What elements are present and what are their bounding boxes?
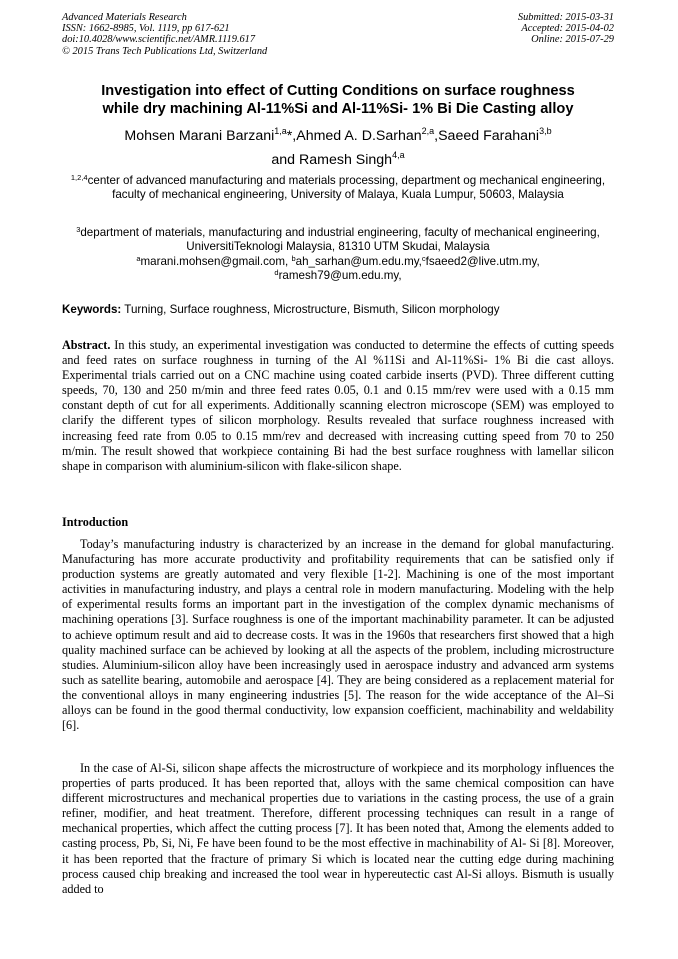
online-date: Online: 2015-07-29 — [531, 34, 614, 46]
title-line-1: Investigation into effect of Cutting Conditions on surface roughness — [101, 83, 575, 99]
affiliation-1-sup: 1,2,4 — [70, 173, 88, 182]
author-2-name: ,Ahmed A. D.Sarhan — [292, 128, 422, 144]
author-line-1 — [62, 124, 614, 148]
affiliation-1-text: center of advanced manufacturing and materials processing, department og mechanical engineering, faculty of mechanical engineering, University of Malaya, Kuala Lumpur, 50603, Malaysia — [87, 174, 606, 202]
section-heading-introduction: Introduction — [62, 515, 129, 529]
author-list — [62, 124, 614, 172]
author-3-sup: 3,b — [539, 126, 552, 136]
author-1-star: * — [286, 128, 293, 144]
email-b: ah_sarhan@um.edu.my, — [295, 254, 422, 268]
email-line-1 — [62, 255, 614, 269]
journal-issn: ISSN: 1662-8985, Vol. 1119, pp 617-621 — [62, 23, 230, 35]
email-b-sup: b — [291, 253, 296, 263]
affiliation-1 — [62, 174, 614, 203]
email-c-sup: c — [421, 253, 426, 263]
email-d: ramesh79@um.edu.my, — [278, 269, 402, 283]
introduction-paragraph-2: In the case of Al-Si, silicon shape affects the microstructure of workpiece and its morphology influences the properties of parts produced. It has been reported that, alloys with the same chemical composition can have different microstructures and mechanical properties due to variations in the casting process, the use of a grain refiner, modifier, and heat treatment. Therefore, different processing techniques can result in a range of mechanical properties, which affect the cutting process [7]. It has been noted that, Among the elements added to casting process, Pb, Si, Ni, Fe have been found to be the most effective in machinability of Al- Si [8]. Moreover, it has been reported that the fracture of primary Si which is located near the cutting edge during machining process caused chip breaking and increased the tool wear in hypereutectic cast Al-Si alloys. Bismuth is usually added to — [62, 761, 614, 896]
email-line-2 — [62, 269, 614, 283]
author-2-sup: 2,a — [421, 126, 435, 136]
author-line-2 — [62, 148, 614, 172]
email-a: marani.mohsen@gmail.com, — [140, 254, 292, 268]
keywords-label: Keywords: — [62, 303, 122, 316]
keywords-text: Turning, Surface roughness, Microstructure, Bismuth, Silicon morphology — [121, 303, 500, 316]
submitted-date: Submitted: 2015-03-31 — [517, 12, 614, 23]
author-4-sup: 4,a — [392, 150, 405, 160]
dates-header — [518, 12, 614, 46]
affiliation-2 — [62, 226, 614, 284]
affiliation-2-line — [62, 226, 614, 255]
email-c: fsaeed2@live.utm.my, — [425, 254, 540, 268]
journal-copyright: © 2015 Trans Tech Publications Ltd, Switzerland — [62, 45, 268, 57]
author-1-sup: 1,a — [274, 126, 287, 136]
author-3-name: ,Saeed Farahani — [434, 128, 540, 144]
email-a-sup: a — [136, 253, 141, 263]
abstract — [62, 338, 614, 474]
journal-doi: doi:10.4028/www.scientific.net/AMR.1119.617 — [62, 34, 256, 46]
affiliation-2-sup: 3 — [76, 225, 81, 234]
author-4-name: and Ramesh Singh — [271, 152, 393, 168]
introduction-paragraph-1: Today’s manufacturing industry is characterized by an increase in the demand for global manufacturing. Manufacturing has more accurate productivity and profitability requirements that can be satisfied only if production systems are greatly automated and very flexible [1-2]. Machining is one of the most important activities in manufacturing industry, and plays a central role in modern manufacturing. Modeling with the help of experimental results forms an important part in the investigation of the complex dynamic mechanisms of machining operations [3]. Surface roughness is one of the important machinability parameter. It can be adjusted to achieve optimum result and aid to decrease costs. It was in the 1960s that researchers first showed that a high quality machined surface can be achieved by looking at all the aspects of the problem, including microstructure studies. Aluminium-silicon alloy have been increasingly used in aerospace industry and advanced arm systems such as satellite bearing, automobile and aerospace [4]. They are being considered as a replacement material for the conventional alloys in many engineering industries [5]. The reason for the wide acceptance of the Al–Si alloys can be found in the good thermal conductivity, low expansion coefficient, machinability and weldability [6]. — [62, 537, 614, 733]
title-line-2: while dry machining Al-11%Si and Al-11%Si- 1% Bi Die Casting alloy — [102, 101, 574, 117]
abstract-text: In this study, an experimental investigation was conducted to determine the effects of cutting speeds and feed rates on surface roughness in turning of the Al %11Si and Al-11%Si- 1% Bi die cast alloys. Experimental trials carried out on a CNC machine using coated carbide inserts (PVD). Three different cutting speeds, 70, 130 and 250 m/min and three feed rates 0.05, 0.1 and 0.15 mm/rev were used with a 0.15 mm constant depth of cut for all experiments. Additionally scanning electron microscope (SEM) was employed to clarify the different types of silicon morphology. Results revealed that surface roughness increased with increasing feed rate from 0.05 to 0.15 mm/rev and decreased with increasing cutting speed from 70 to 250 m/min. The result showed that workpiece containing Bi had the best surface roughness with lamellar silicon shape in comparison with aluminium-silicon with flake-silicon shape. — [62, 338, 614, 473]
email-d-sup: d — [274, 268, 279, 278]
paper-title — [62, 82, 614, 118]
affiliation-2-text: department of materials, manufacturing and industrial engineering, faculty of mechanical engineering, UniversitiTeknologi Malaysia, 81310 UTM Skudai, Malaysia — [80, 226, 600, 254]
abstract-label: Abstract. — [62, 338, 111, 352]
accepted-date: Accepted: 2015-04-02 — [521, 23, 614, 35]
author-1-name: Mohsen Marani Barzani — [124, 128, 275, 144]
journal-name: Advanced Materials Research — [62, 12, 187, 23]
journal-header — [62, 12, 267, 57]
keywords — [62, 303, 614, 317]
